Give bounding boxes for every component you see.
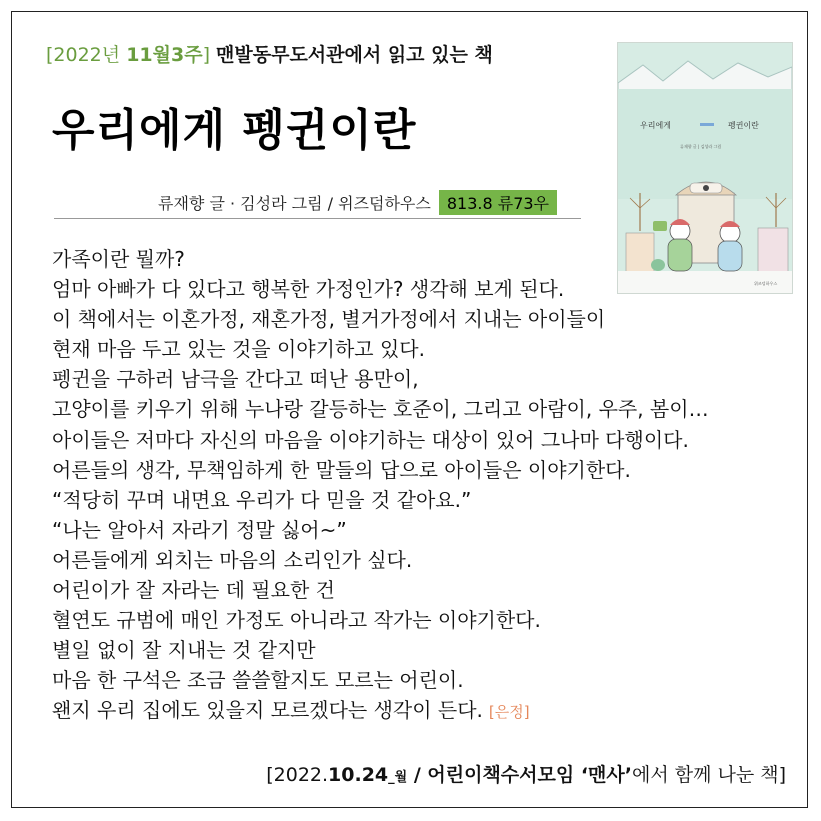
cover-publisher: 위즈덤하우스 bbox=[754, 281, 778, 286]
review-last-line bbox=[52, 695, 812, 727]
footer-date: 10.24 bbox=[328, 764, 389, 786]
footer-day: _월 bbox=[388, 770, 408, 785]
review-line: 어른들에게 외치는 마음의 소리인가 싶다. bbox=[52, 547, 413, 572]
header-line bbox=[46, 40, 493, 67]
divider-line bbox=[54, 218, 581, 219]
header-bracket-close: ] bbox=[202, 44, 210, 66]
review-line: 가족이란 뭘까? bbox=[52, 247, 185, 271]
cover-title-right: 펭귄이란 bbox=[728, 121, 759, 130]
reviewer-signature: [은정] bbox=[488, 703, 530, 722]
cover-title-left: 우리에게 bbox=[640, 121, 671, 130]
footer-tail: 에서 함께 나눈 책] bbox=[631, 764, 786, 786]
call-number-badge: 813.8 류73우 bbox=[439, 190, 557, 215]
review-line: 이 책에서는 이혼가정, 재혼가정, 별거가정에서 지내는 아이들이 bbox=[52, 307, 606, 332]
book-byline: 류재향 글 · 김성라 그림 / 위즈덤하우스 bbox=[158, 194, 431, 213]
review-line: 현재 마음 두고 있는 것을 이야기하고 있다. bbox=[52, 337, 425, 362]
header-year: 2022년 bbox=[53, 44, 121, 66]
review-line: “적당히 꾸며 내면요 우리가 다 믿을 것 같아요.” bbox=[52, 487, 472, 512]
review-line: 엄마 아빠가 다 있다고 행복한 가정인가? 생각해 보게 된다. bbox=[52, 277, 565, 302]
cover-credit: 류재향 글 | 김성라 그림 bbox=[680, 144, 722, 149]
footer-group: 어린이책수서모임 ‘맨사’ bbox=[427, 764, 632, 786]
footer-credit bbox=[266, 760, 786, 787]
footer-open: [2022. bbox=[266, 764, 329, 786]
review-line: “나는 알아서 자라기 정말 싫어~” bbox=[52, 517, 347, 542]
review-line: 마음 한 구석은 조금 쓸쓸할지도 모르는 어린이. bbox=[52, 668, 464, 693]
book-title: 우리에게 펭귄이란 bbox=[52, 105, 417, 156]
review-line: 어른들의 생각, 무책임하게 한 말들의 답으로 아이들은 이야기한다. bbox=[52, 457, 631, 482]
book-byline-row bbox=[158, 190, 557, 215]
header-bracket-open: [ bbox=[46, 44, 54, 66]
footer-sep: / bbox=[407, 764, 428, 786]
review-line: 왠지 우리 집에도 있을지 모르겠다는 생각이 든다. bbox=[52, 698, 483, 723]
review-line: 펭귄을 구하러 남극을 간다고 떠난 용만이, bbox=[52, 367, 419, 392]
review-line: 어린이가 잘 자라는 데 필요한 건 bbox=[52, 578, 335, 603]
header-library-text: 맨발동무도서관에서 읽고 있는 책 bbox=[216, 44, 493, 66]
review-line: 별일 없이 잘 지내는 것 같지만 bbox=[52, 638, 316, 663]
review-line: 아이들은 저마다 자신의 마음을 이야기하는 대상이 있어 그나마 다행이다. bbox=[52, 427, 689, 452]
review-text bbox=[52, 244, 812, 728]
review-line: 혈연도 규범에 매인 가정도 아니라고 작가는 이야기한다. bbox=[52, 608, 541, 633]
header-week: 11월3주 bbox=[126, 44, 203, 66]
review-line: 고양이를 키우기 위해 누나랑 갈등하는 호준이, 그리고 아람이, 우주, 봄이… bbox=[52, 397, 709, 422]
